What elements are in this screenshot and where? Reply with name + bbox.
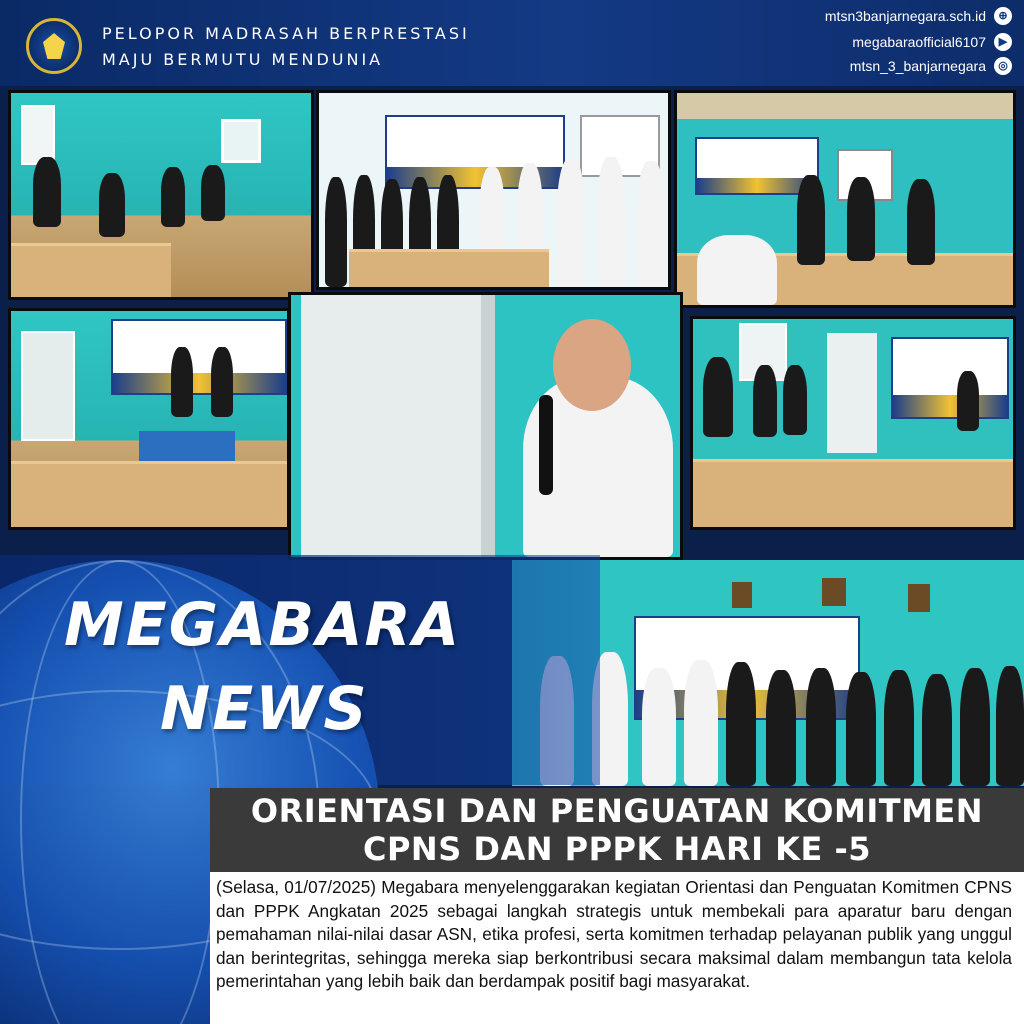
photo-group-1: [316, 90, 671, 290]
instagram-text: mtsn_3_banjarnegara: [849, 58, 986, 74]
photo-classroom-3: [8, 308, 290, 530]
tagline-line-1: PELOPOR MADRASAH BERPRESTASI: [102, 24, 470, 43]
school-logo: [26, 18, 82, 74]
globe-icon: ⊕: [994, 7, 1012, 25]
brand-news: NEWS: [160, 674, 369, 744]
photo-classroom-2: [674, 90, 1016, 308]
youtube-text: megabaraofficial6107: [852, 34, 986, 50]
social-youtube[interactable]: [852, 32, 1012, 52]
youtube-icon: ▶: [994, 33, 1012, 51]
website-text: mtsn3banjarnegara.sch.id: [824, 8, 986, 24]
social-instagram[interactable]: [850, 56, 1012, 76]
article-title-line-1: ORIENTASI DAN PENGUATAN KOMITMEN: [250, 792, 984, 830]
brand-megabara: MEGABARA: [64, 590, 462, 660]
social-website[interactable]: [825, 6, 1012, 26]
photo-classroom-4: [690, 316, 1016, 530]
photo-classroom-1: [8, 90, 314, 300]
article-title-line-2: CPNS DAN PPPK HARI KE -5: [362, 830, 872, 868]
photo-speaker: [288, 292, 683, 560]
header-bar: [0, 0, 1024, 86]
article-body: (Selasa, 01/07/2025) Megabara menyelenggarakan kegiatan Orientasi dan Penguatan Komitmen CPNS dan PPPK Angkatan 2025 sebagai langkah strategis untuk membekali para aparatur baru dengan pemahaman nilai-nilai dasar ASN, etika profesi, serta komitmen terhadap pelayanan publik yang unggul dan berintegritas, sehingga mereka siap berkontribusi secara maksimal dalam membangun tata kelola pemerintahan yang lebih baik dan berdampak positif bagi masyarakat.: [216, 877, 1012, 991]
tagline-line-2: MAJU BERMUTU MENDUNIA: [102, 50, 384, 69]
instagram-icon: ◎: [994, 57, 1012, 75]
